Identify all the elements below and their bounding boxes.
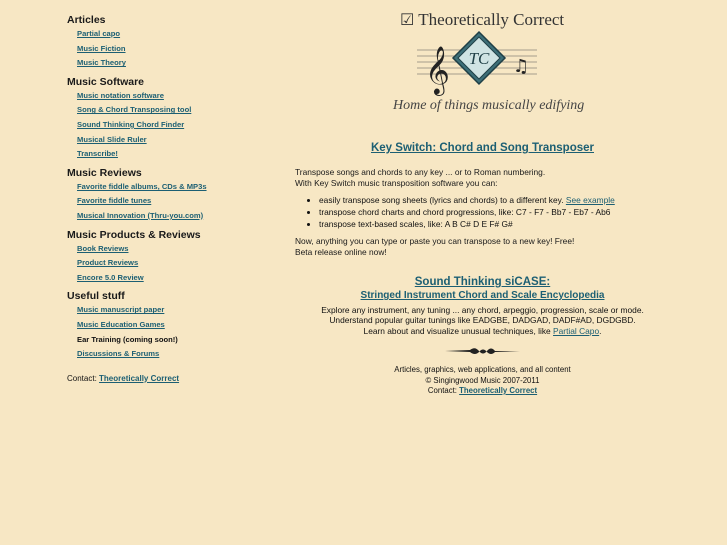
- footer-contact-link[interactable]: Theoretically Correct: [459, 386, 538, 395]
- logo-monogram: TC: [468, 49, 490, 68]
- nav-link-manuscript-paper[interactable]: Music manuscript paper: [77, 305, 165, 315]
- contact-label: Contact:: [67, 373, 97, 383]
- intro-line-1: Transpose songs and chords to any key ... or to Roman numbering.: [295, 167, 546, 177]
- nav-link-forums[interactable]: Discussions & Forums: [77, 349, 160, 359]
- desc-line-1: Explore any instrument, any tuning ... any chord, arpeggio, progression, scale or mode.: [321, 305, 644, 315]
- feature-item: • transpose chord charts and chord progressions, like: C7 - F7 - Bb7 - Eb7 - Ab6: [319, 206, 615, 218]
- nav-link-slide-ruler[interactable]: Musical Slide Ruler: [77, 134, 147, 144]
- key-switch-title-link[interactable]: Key Switch: Chord and Song Transposer: [370, 142, 594, 154]
- feature-text: easily transpose song sheets (lyrics and chords) to a different key.: [319, 195, 564, 205]
- sidebar-contact: [67, 374, 267, 383]
- sound-thinking-title-link[interactable]: Sound Thinking siCASE:: [414, 276, 551, 288]
- checkmark-icon: ☑: [400, 12, 415, 29]
- nav-link-book-reviews[interactable]: Book Reviews: [77, 243, 129, 253]
- sidebar-section-music-reviews: [67, 167, 267, 224]
- ornament-divider-icon: [445, 345, 520, 357]
- sidebar-section-products-reviews: [67, 229, 267, 286]
- section-title: Useful stuff: [67, 290, 125, 303]
- nav-link-partial-capo[interactable]: Partial capo: [77, 29, 121, 38]
- nav-link-fiddle-albums[interactable]: Favorite fiddle albums, CDs & MP3s: [77, 181, 207, 191]
- nav-link-music-theory[interactable]: Music Theory: [77, 58, 126, 68]
- desc-line-2: Understand popular guitar tunings like EADGBE, DADGAD, DADF#AD, DGDGBD.: [329, 315, 636, 326]
- ear-training-label: Ear Training (coming soon!): [77, 334, 178, 344]
- sound-thinking-subtitle-link[interactable]: Stringed Instrument Chord and Scale Encyclopedia: [360, 290, 605, 301]
- sidebar-nav: [67, 14, 267, 383]
- sidebar-section-useful-stuff: [67, 290, 267, 361]
- footer-contact-label: Contact:: [427, 386, 457, 395]
- outro-line-1: Now, anything you can type or paste you can transpose to a new key! Free!: [295, 236, 575, 246]
- partial-capo-link[interactable]: Partial Capo: [553, 325, 600, 336]
- nav-link-music-fiction[interactable]: Music Fiction: [77, 43, 126, 53]
- footer-copyright: © Singingwood Music 2007-2011: [425, 375, 540, 385]
- nav-link-chord-finder[interactable]: Sound Thinking Chord Finder: [77, 119, 185, 129]
- footer-contact: [295, 386, 670, 397]
- nav-link-notation-software[interactable]: Music notation software: [77, 90, 164, 100]
- nav-link-encore-review[interactable]: Encore 5.0 Review: [77, 272, 144, 282]
- contact-link[interactable]: Theoretically Correct: [99, 373, 180, 383]
- desc-line-3-end: .: [599, 325, 602, 336]
- nav-link-musical-innovation[interactable]: Musical Innovation (Thru-you.com): [77, 210, 204, 220]
- logo-title: [400, 10, 564, 30]
- sound-thinking-description: [295, 305, 670, 336]
- nav-link-transposing-tool[interactable]: Song & Chord Transposing tool: [77, 105, 192, 115]
- see-example-link[interactable]: See example: [565, 195, 615, 205]
- section-title: Articles: [67, 14, 106, 26]
- key-switch-features: [305, 194, 615, 230]
- treble-clef-emblem-icon: [417, 28, 547, 100]
- intro-line-2: With Key Switch music transposition software you can:: [295, 178, 498, 188]
- desc-line-3: [295, 326, 670, 336]
- feature-item: [319, 194, 615, 206]
- tagline: Home of things musically edifying: [393, 98, 585, 113]
- footer-line-1: Articles, graphics, web applications, and all content: [394, 365, 571, 374]
- nav-link-education-games[interactable]: Music Education Games: [77, 319, 165, 329]
- nav-link-product-reviews[interactable]: Product Reviews: [77, 258, 139, 268]
- svg-text:♫: ♫: [513, 56, 530, 77]
- outro-line-2: Beta release online now!: [295, 247, 387, 257]
- section-title: Music Reviews: [67, 166, 142, 179]
- footer: [295, 365, 670, 397]
- logo-title-text: Theoretically Correct: [418, 10, 565, 29]
- sidebar-section-articles: [67, 14, 267, 71]
- key-switch-outro: [295, 236, 574, 258]
- nav-link-transcribe[interactable]: Transcribe!: [77, 149, 118, 159]
- sidebar-section-music-software: [67, 76, 267, 162]
- section-title: Music Products & Reviews: [67, 228, 201, 241]
- svg-text:𝄞: 𝄞: [425, 45, 450, 94]
- key-switch-intro: [295, 167, 545, 189]
- feature-item: • transpose text-based scales, like: A B C# D E F# G#: [319, 218, 615, 230]
- section-title: Music Software: [67, 75, 145, 88]
- desc-line-3-text: Learn about and visualize unusual techniques, like: [363, 325, 551, 336]
- nav-link-fiddle-tunes[interactable]: Favorite fiddle tunes: [77, 196, 152, 206]
